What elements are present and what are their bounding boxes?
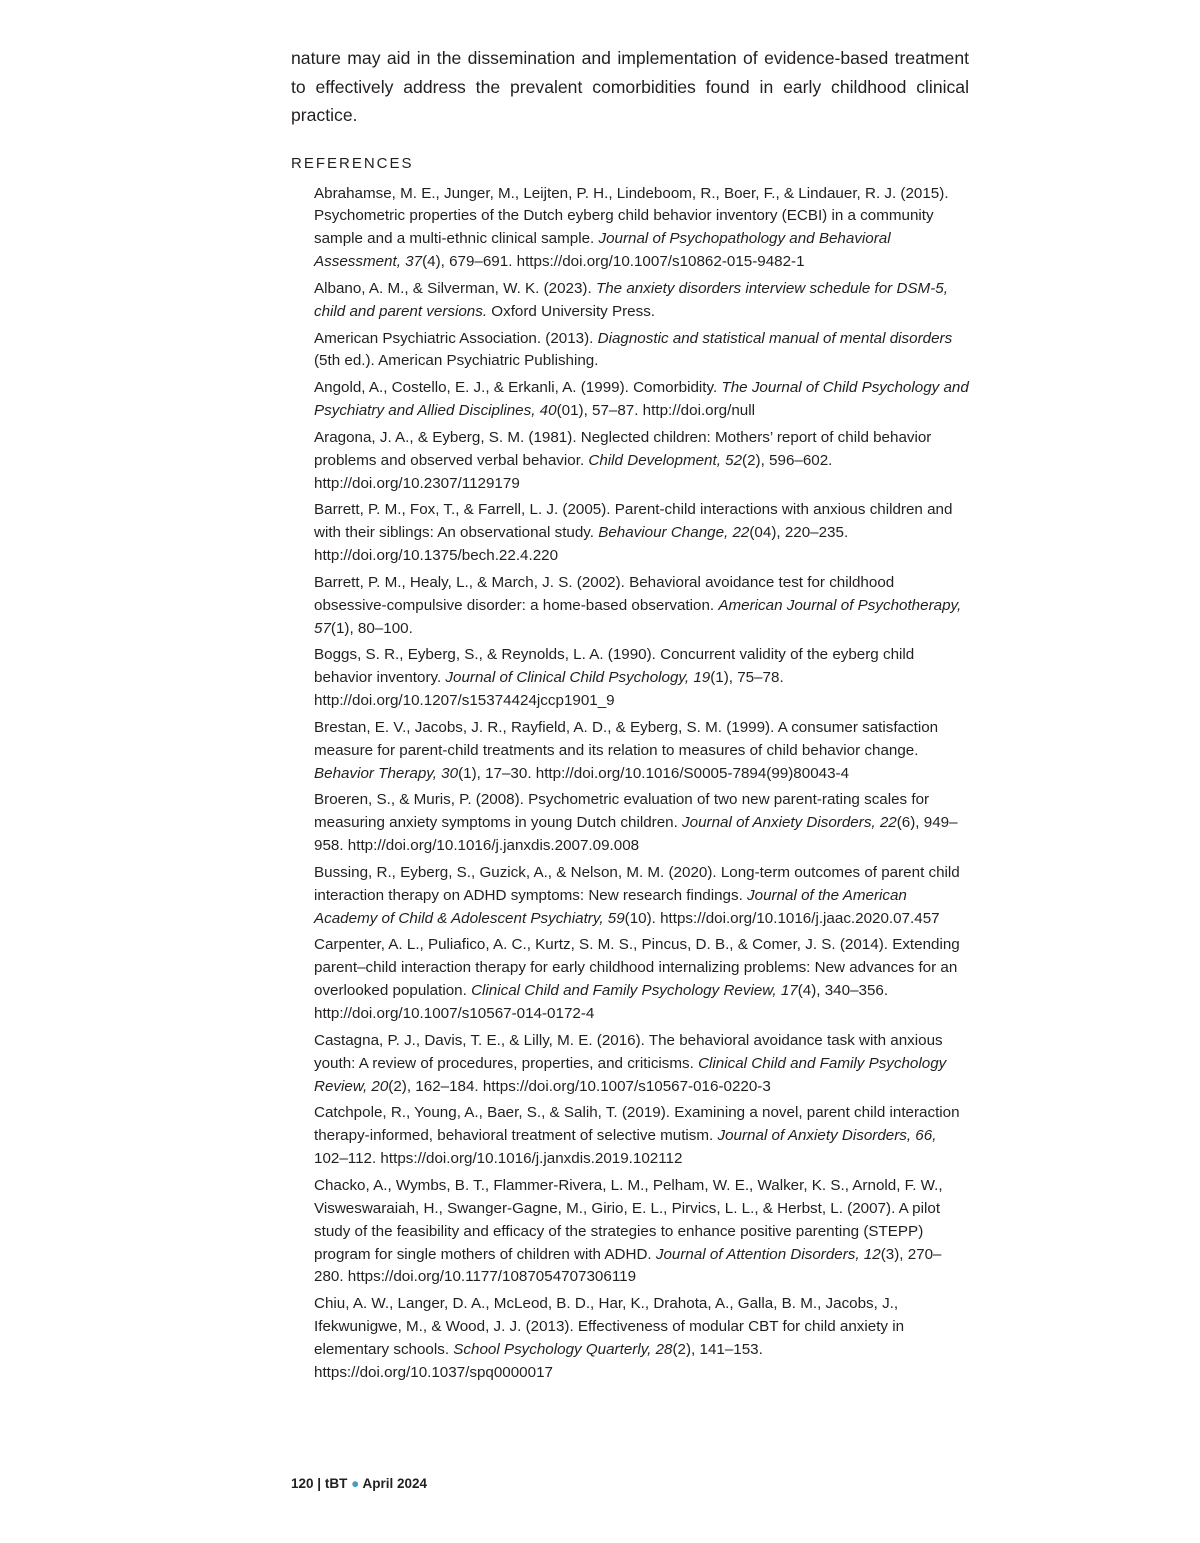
reference-list — [291, 183, 969, 1385]
reference-item: Barrett, P. M., Fox, T., & Farrell, L. J. (2005). Parent-child interactions with anxious children and with their siblings: An observational study. Behaviour Change, 22(04), 220–235. http://doi.org/10.1375/bech.22.4.220 — [314, 501, 953, 565]
reference-item: Boggs, S. R., Eyberg, S., & Reynolds, L. A. (1990). Concurrent validity of the eyberg child behavior inventory. Journal of Clinical Child Psychology, 19(1), 75–78. http://doi.org/10.1207/s15374424jccp1901_9 — [314, 646, 915, 710]
reference-item: Carpenter, A. L., Puliafico, A. C., Kurtz, S. M. S., Pincus, D. B., & Comer, J. S. (2014). Extending parent–child interaction therapy for early childhood internalizing problems: New advances for an overlooked population. Clinical Child and Family Psychology Review, 17(4), 340–356. http://doi.org/10.1007/s10567-014-0172-4 — [314, 936, 960, 1023]
reference-item: Abrahamse, M. E., Junger, M., Leijten, P. H., Lindeboom, R., Boer, F., & Lindauer, R. J. (2015). Psychometric properties of the Dutch eyberg child behavior inventory (ECBI) in a community sample and a multi-ethnic clinical sample. Journal of Psychopathology and Behavioral Assessment, 37(4), 679–691. https://doi.org/10.1007/s10862-015-9482-1 — [314, 184, 949, 271]
references-heading: REFERENCES — [291, 154, 414, 172]
journal-name: tBT — [324, 1476, 348, 1491]
reference-item: Chiu, A. W., Langer, D. A., McLeod, B. D., Har, K., Drahota, A., Galla, B. M., Jacobs, J., Ifekwunigwe, M., & Wood, J. J. (2013). Effectiveness of modular CBT for child anxiety in elementary schools. School Psychology Quarterly, 28(2), 141–153. https://doi.org/10.1037/spq0000017 — [314, 1295, 905, 1381]
reference-item: Aragona, J. A., & Eyberg, S. M. (1981). Neglected children: Mothers’ report of child behavior problems and observed verbal behavior. Child Development, 52(2), 596–602. http://doi.org/10.2307/1129179 — [314, 428, 932, 492]
page-number: 120 — [291, 1476, 314, 1491]
page-footer — [291, 1476, 427, 1491]
reference-item: Chacko, A., Wymbs, B. T., Flammer-Rivera, L. M., Pelham, W. E., Walker, K. S., Arnold, F. W., Visweswaraiah, H., Swanger-Gagne, M., Girio, E. L., Pirvics, L. L., & Herbst, L. (2007). A pilot study of the feasibility and efficacy of the strategies to enhance positive parenting (STEPP) program for single mothers of children with ADHD. Journal of Attention Disorders, 12(3), 270–280. https://doi.org/10.1177/1087054707306119 — [314, 1176, 943, 1286]
reference-item: Angold, A., Costello, E. J., & Erkanli, A. (1999). Comorbidity. The Journal of Child Psychology and Psychiatry and Allied Disciplines, 40(01), 57–87. http://doi.org/null — [314, 379, 969, 420]
reference-item: Castagna, P. J., Davis, T. E., & Lilly, M. E. (2016). The behavioral avoidance task with anxious youth: A review of procedures, properties, and criticisms. Clinical Child and Family Psychology Review, 20(2), 162–184. https://doi.org/10.1007/s10567-016-0220-3 — [314, 1031, 947, 1095]
reference-item: Barrett, P. M., Healy, L., & March, J. S. (2002). Behavioral avoidance test for childhood obsessive-compulsive disorder: a home-based observation. American Journal of Psychotherapy, 57(1), 80–100. — [314, 573, 962, 637]
page-body — [291, 44, 969, 1389]
bullet-dot-icon: ● — [351, 1476, 360, 1491]
reference-item: Broeren, S., & Muris, P. (2008). Psychometric evaluation of two new parent-rating scales for measuring anxiety symptoms in young Dutch children. Journal of Anxiety Disorders, 22(6), 949–958. http://doi.org/10.1016/j.janxdis.2007.09.008 — [314, 791, 958, 855]
reference-item: Albano, A. M., & Silverman, W. K. (2023). The anxiety disorders interview schedule for DSM-5, child and parent versions. Oxford University Press. — [314, 279, 948, 320]
reference-item: American Psychiatric Association. (2013). Diagnostic and statistical manual of mental disorders (5th ed.). American Psychiatric Publishing. — [314, 329, 953, 370]
reference-item: Bussing, R., Eyberg, S., Guzick, A., & Nelson, M. M. (2020). Long-term outcomes of parent child interaction therapy on ADHD symptoms: New research findings. Journal of the American Academy of Child & Adolescent Psychiatry, 59(10). https://doi.org/10.1016/j.jaac.2020.07.457 — [314, 863, 960, 927]
reference-item: Catchpole, R., Young, A., Baer, S., & Salih, T. (2019). Examining a novel, parent child interaction therapy-informed, behavioral treatment of selective mutism. Journal of Anxiety Disorders, 66, 102–112. https://doi.org/10.1016/j.janxdis.2019.102112 — [314, 1104, 960, 1168]
reference-item: Brestan, E. V., Jacobs, J. R., Rayfield, A. D., & Eyberg, S. M. (1999). A consumer satisfaction measure for parent-child treatments and its relation to measures of child behavior change. Behavior Therapy, 30(1), 17–30. http://doi.org/10.1016/S0005-7894(99)80043-4 — [314, 718, 939, 782]
footer-separator: | — [317, 1476, 322, 1491]
issue-date: April 2024 — [362, 1476, 428, 1491]
intro-paragraph: nature may aid in the dissemination and implementation of evidence-based treatment to effectively address the prevalent comorbidities found in early childhood clinical practice. — [291, 48, 969, 125]
